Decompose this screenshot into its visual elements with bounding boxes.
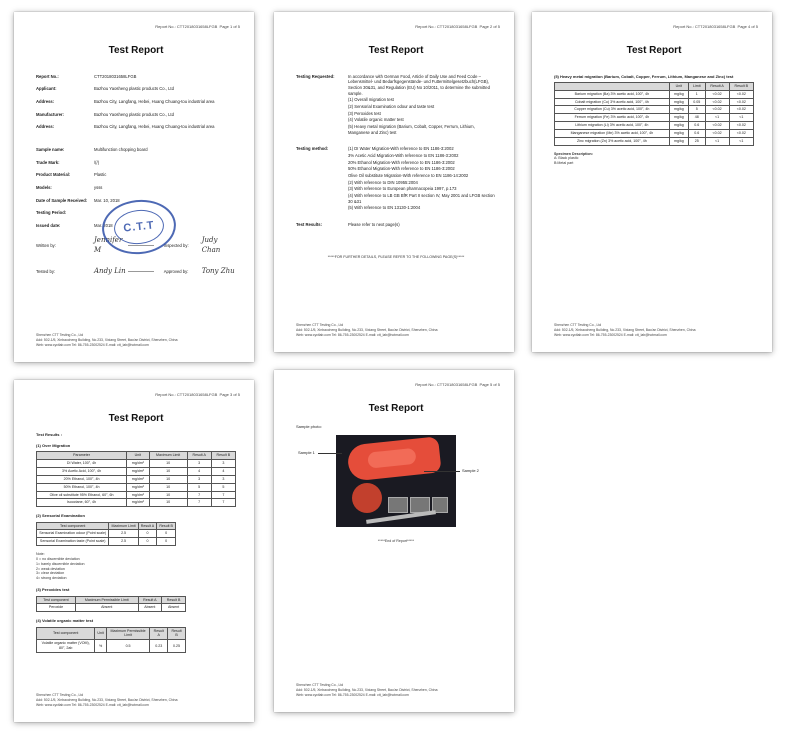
info-row: Trade Mark: /(/): [36, 159, 100, 165]
table-row: 3% Acetic Acid, 100°, 4h mg/dm² 10 4 4: [37, 467, 236, 475]
page-header-ref: Report No.: CTT2018031658LFGB Page 1 of 5: [155, 24, 240, 29]
table-row: Isooctane, 60°, 4h mg/dm² 10 7 7: [37, 499, 236, 507]
end-of-report: *****End of Report*****: [377, 538, 415, 543]
info-row: Models: ysss: [36, 184, 103, 190]
page-footer: Shenzhen CTT Testing Co., Ltd Add: 502-1/5, Xinbaocheng Building, No.233, Xixiang Street, Bao'an District, Shenzhen, China Web: www.cyctlab.com Tel: 86-755-23002524 E-mail: ctt_lab@hotmail.com: [554, 322, 696, 337]
page-title: Test Report: [368, 403, 424, 414]
table-row: 20% Ethanol, 100°, 4h mg/dm² 10 3 3: [37, 475, 236, 483]
signature-row: Written by: Jennifer M Inspected by: Judy Chan: [36, 237, 236, 255]
page-title: Test Report: [108, 45, 164, 56]
page-header-ref: Report No.: CTT2018031658LFGB Page 5 of 5: [415, 382, 500, 387]
table-row: Ferrum migration (Fe) 3% acetic acid, 100°, 4h mg/kg 48 <1 <1: [555, 114, 754, 122]
info-row: Report No.: CTT2018031658LFGB: [36, 73, 137, 79]
table-row: Sensorial Examination odour (Point scale) 2.5 0 0: [37, 530, 176, 538]
sensorial-table: Test component Maximum Limit Result A Result B Sensorial Examination odour (Point scale) 2.5 0 0 Sensorial Examination taste (Point scale) 2.5 0 0: [36, 522, 176, 547]
specimen-a: A: Black plastic: [554, 156, 579, 161]
table-row: Barium migration (Ba) 3% acetic acid, 100°, 4h mg/kg 1 <0.02 <0.02: [555, 90, 754, 98]
testing-method: Testing method: (1) DI Water Migration-With reference to EN 1186-3:2002 3% Acetic Acid Migration-With reference to EN 1186-3:2002 20% Ethanol Migration-With reference to EN 1186-3:2002 50% Ethanol Migration-With reference to EN 1186-3:2002 Olive Oil substitute Migration-With reference to EN 1186-14:2002 (2) With reference to DIN 10955:2004 (3) With reference to European pharmacopeia 1997, p.173 (4) With reference to LB GB BfR Part II section IV, May 2001 and LFGB section 30 &31 (5) With reference to EN 13130-1:2004: [296, 146, 495, 211]
info-row: Date of Sample Received: Mar. 10, 2018: [36, 197, 120, 203]
table-row: Peroxide Absent Absent Absent: [37, 604, 186, 612]
section-heading: (1) Over Migration: [36, 442, 71, 448]
chopping-board: [346, 436, 441, 481]
grater-disc: [352, 483, 382, 513]
table-row: Zinc migration (Zn) 3% acetic acid, 100°, 4h mg/kg 25 <1 <1: [555, 137, 754, 145]
info-row: Address: Bazhou City, Langfang, Hebei, Huang Chuang-tou industrial area: [36, 124, 215, 130]
specimen-b: B:Metal part: [554, 161, 574, 166]
blade-insert: [388, 497, 408, 513]
sample-photo: [336, 435, 456, 527]
page-footer: Shenzhen CTT Testing Co., Ltd Add: 502-1/5, Xinbaocheng Building, No.233, Xixiang Street, Bao'an District, Shenzhen, China Web: www.cyctlab.com Tel: 86-755-23002524 E-mail: ctt_lab@hotmail.com: [296, 322, 438, 337]
report-page-5: [274, 370, 514, 712]
signature-row: Tested by: Andy Lin Approved by: Tony Zhu: [36, 266, 235, 275]
signature: Jennifer M: [94, 236, 123, 254]
signature: Tony Zhu: [201, 266, 235, 275]
info-row: Issued date: Mar. 2018: [36, 222, 113, 228]
table-row: Cobalt migration (Co) 3% acetic acid, 100°, 4h mg/kg 0.05 <0.02 <0.02: [555, 98, 754, 106]
test-results: Test Results: Please refer to next page(s): [296, 221, 400, 227]
section-heading: (3) Peroxides test: [36, 587, 70, 593]
page-header-ref: Report No.: CTT2018031658LFGB Page 3 of 5: [155, 392, 240, 397]
report-page-3: [14, 380, 254, 722]
info-row: Sample name: Multifunction chopping board: [36, 146, 148, 152]
photo-label: Sample photo:: [296, 423, 322, 429]
over-migration-table: Parameter Unit Maximum Limit Result A Result B DI Water, 100°, 4h mg/dm² 10 3 3 3% Acetic Acid, 100°, 4h mg/dm² 10 4 4 20% Ethanol, 100°, 4h mg/dm² 10 3 3 50% Ethanol, 100°, 4h mg/dm² 10 5 5 Olive oil substitute 95% Ethanol, 60°, 6h mg/dm² 10 7 7 Isooctane, 60°, 4h mg/dm² 10 7 7: [36, 451, 236, 507]
signature: Judy Chan: [201, 236, 221, 254]
peroxides-table: Test component Maximum Permissible Limit Result A Result B Peroxide Absent Absent Absent: [36, 596, 186, 613]
page-header-ref: Report No.: CTT2018031658LFGB Page 4 of 5: [673, 24, 758, 29]
specimen-title: Specimen Description:: [554, 151, 593, 156]
results-heading: Test Results :: [36, 431, 62, 437]
page-title: Test Report: [626, 45, 682, 56]
heavy-metal-table: Unit Limit Result A Result B Barium migration (Ba) 3% acetic acid, 100°, 4h mg/kg 1 <0.02 <0.02 Cobalt migration (Co) 3% acetic acid, 100°, 4h mg/kg 0.05 <0.02 <0.02 Copper migration (Cu) 3% acetic acid, 100°, 4h mg/kg 5 <0.02 <0.02 Ferrum migration (Fe) 3% acetic acid, 100°, 4h mg/kg 48 <1 <1 Lithium migration (Li) 3% acetic acid, 100°, 4h mg/kg 0.6 <0.02 <0.02 Manganese migration (Mn) 3% acetic acid, 100°, 4h mg/kg 0.6 <0.02 <0.02 Zinc migration (Zn) 3% acetic acid, 100°, 4h mg/kg 25 <1 <1: [554, 82, 754, 146]
sample-1-label: Sample 1: [298, 450, 315, 455]
sample-2-label: Sample 2: [462, 468, 479, 473]
page-title: Test Report: [368, 45, 424, 56]
table-row: 50% Ethanol, 100°, 4h mg/dm² 10 5 5: [37, 483, 236, 491]
table-row: Manganese migration (Mn) 3% acetic acid, 100°, 4h mg/kg 0.6 <0.02 <0.02: [555, 129, 754, 137]
info-row: Address: Bazhou City, Langfang, Hebei, Huang Chuang-tou industrial area: [36, 98, 215, 104]
page-footer: Shenzhen CTT Testing Co., Ltd Add: 502-1/5, Xinbaocheng Building, No.233, Xixiang Street, Bao'an District, Shenzhen, China Web: www.cyctlab.com Tel: 86-755-23002524 E-mail: ctt_lab@hotmail.com: [36, 332, 178, 347]
signature: Andy Lin: [94, 266, 126, 275]
page-header-ref: Report No.: CTT2018031658LFGB Page 2 of 5: [415, 24, 500, 29]
page-footer: Shenzhen CTT Testing Co., Ltd Add: 502-1/5, Xinbaocheng Building, No.233, Xixiang Street, Bao'an District, Shenzhen, China Web: www.cyctlab.com Tel: 86-755-23002524 E-mail: ctt_lab@hotmail.com: [36, 692, 178, 707]
report-page-4: [532, 12, 772, 352]
section-heading: (4) Volatile organic matter test: [36, 618, 94, 624]
table-row: Lithium migration (Li) 3% acetic acid, 100°, 4h mg/kg 0.6 <0.02 <0.02: [555, 122, 754, 130]
info-row: Testing Period:: [36, 210, 67, 216]
applicant-info: [36, 74, 236, 130]
ctt-stamp: C.T.T: [99, 196, 178, 257]
section-heading: (5) Heavy metal migration (Barium, Cobalt, Copper, Ferrum, Lithium, Manganese and Zinc) test: [554, 73, 734, 79]
info-row: Applicant: Bazhou Yaosheng plastic products Co., Ltd: [36, 86, 174, 92]
table-row: Volatile organic matter (VOM), 80°, 2ab % 0.5 0.23 0.25: [37, 640, 186, 653]
table-row: DI Water, 100°, 4h mg/dm² 10 3 3: [37, 460, 236, 468]
report-page-1: [14, 12, 254, 362]
table-row: Sensorial Examination taste (Point scale) 2.5 0 0: [37, 538, 176, 546]
report-page-2: [274, 12, 514, 352]
section-heading: (2) Sensorial Examination: [36, 513, 85, 519]
scale-notes: Note: 0 = no discernible deviation 1= barely discernible deviation 2= weak deviation 3= clear deviation 4= strong deviation: [36, 552, 85, 581]
info-row: Product Material: Plastic: [36, 172, 107, 178]
table-row: Copper migration (Cu) 3% acetic acid, 100°, 4h mg/kg 5 <0.02 <0.02: [555, 106, 754, 114]
testing-requested: Testing Requested: In accordance with German Food, Article of Daily Use and Feed Code – Lebensmittel- und Bedarfsgegenstände- und Futtermittelgesetzbuch(LFGB), Section 30&31, and Regulation (EU) No 10/2011, to determine the submitted sample. (1) Overall migration test (2) Sensorial Examination odour and taste test (3) Peroxides test (4) Volatile organic matter test (5) Heavy metal migration (Barium, Cobalt, Copper, Ferrum, Lithium, Manganese and Zinc) test: [296, 73, 490, 135]
page-footer: Shenzhen CTT Testing Co., Ltd Add: 502-1/5, Xinbaocheng Building, No.233, Xixiang Street, Bao'an District, Shenzhen, China Web: www.cyctlab.com Tel: 86-755-23002524 E-mail: ctt_lab@hotmail.com: [296, 682, 438, 697]
table-row: Olive oil substitute 95% Ethanol, 60°, 6h mg/dm² 10 7 7: [37, 491, 236, 499]
info-row: Manufacturer: Bazhou Yaosheng plastic products Co., Ltd: [36, 111, 174, 117]
volatile-table: Test component Unit Maximum Permissible Limit Result A Result B Volatile organic matter (VOM), 80°, 2ab % 0.5 0.23 0.25: [36, 627, 186, 653]
page-title: Test Report: [108, 413, 164, 424]
further-details-note: *****FOR FURTHER DETAILS, PLEASE REFER TO THE FOLLOWING PAGE(S)*****: [327, 254, 465, 259]
